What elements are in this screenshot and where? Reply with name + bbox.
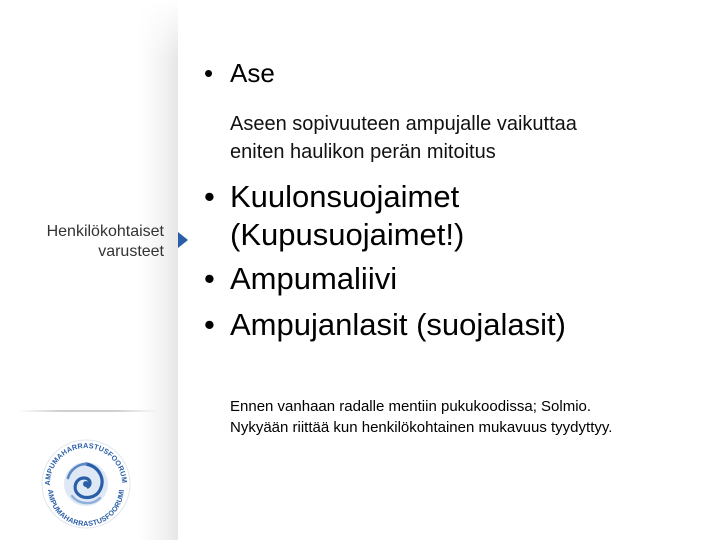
note-text: [230, 396, 612, 438]
note-line1: Ennen vanhaan radalle mentiin pukukoodissa; Solmio.: [230, 398, 592, 415]
section-label-line2: varusteet: [98, 243, 164, 260]
bullet-kuulonsuojaimet: [196, 178, 464, 254]
ase-description: [230, 110, 577, 166]
bullet-kuulonsuojaimet-line2: (Kupusuojaimet!): [230, 217, 465, 252]
bullet-dot: •: [204, 261, 215, 296]
pointer-arrow-icon: [178, 232, 188, 248]
ase-description-line2: eniten haulikon perän mitoitus: [230, 141, 496, 163]
bullet-ampujanlasit: [196, 306, 566, 344]
bullet-ase: [196, 58, 275, 88]
section-label-line1: Henkilökohtaiset: [46, 223, 164, 240]
logo: [36, 434, 136, 534]
bullet-dot: •: [204, 179, 215, 214]
bullet-ampujanlasit-text: Ampujanlasit (suojalasit): [230, 307, 566, 342]
bullet-ampumaliivi-text: Ampumaliivi: [230, 261, 398, 296]
bullet-ase-text: Ase: [230, 58, 275, 88]
bullet-dot: •: [204, 307, 215, 342]
divider: [18, 410, 158, 412]
logo-top-text: AMPUMAHARRASTUSFOORUM: [42, 440, 130, 486]
bullet-ampumaliivi: [196, 260, 397, 298]
section-label: [4, 222, 164, 262]
bullet-kuulonsuojaimet-line1: Kuulonsuojaimet: [230, 179, 460, 214]
left-panel: [0, 0, 178, 540]
logo-bottom-text: AMPUMAHARRASTUSFOORUMI: [45, 488, 126, 529]
logo-swirl-icon: [64, 462, 108, 506]
note-line2: Nykyään riittää kun henkilökohtainen mukavuus tyydyttyy.: [230, 419, 613, 436]
ase-description-line1: Aseen sopivuuteen ampujalle vaikuttaa: [230, 113, 577, 135]
bullet-dot: •: [204, 58, 214, 88]
